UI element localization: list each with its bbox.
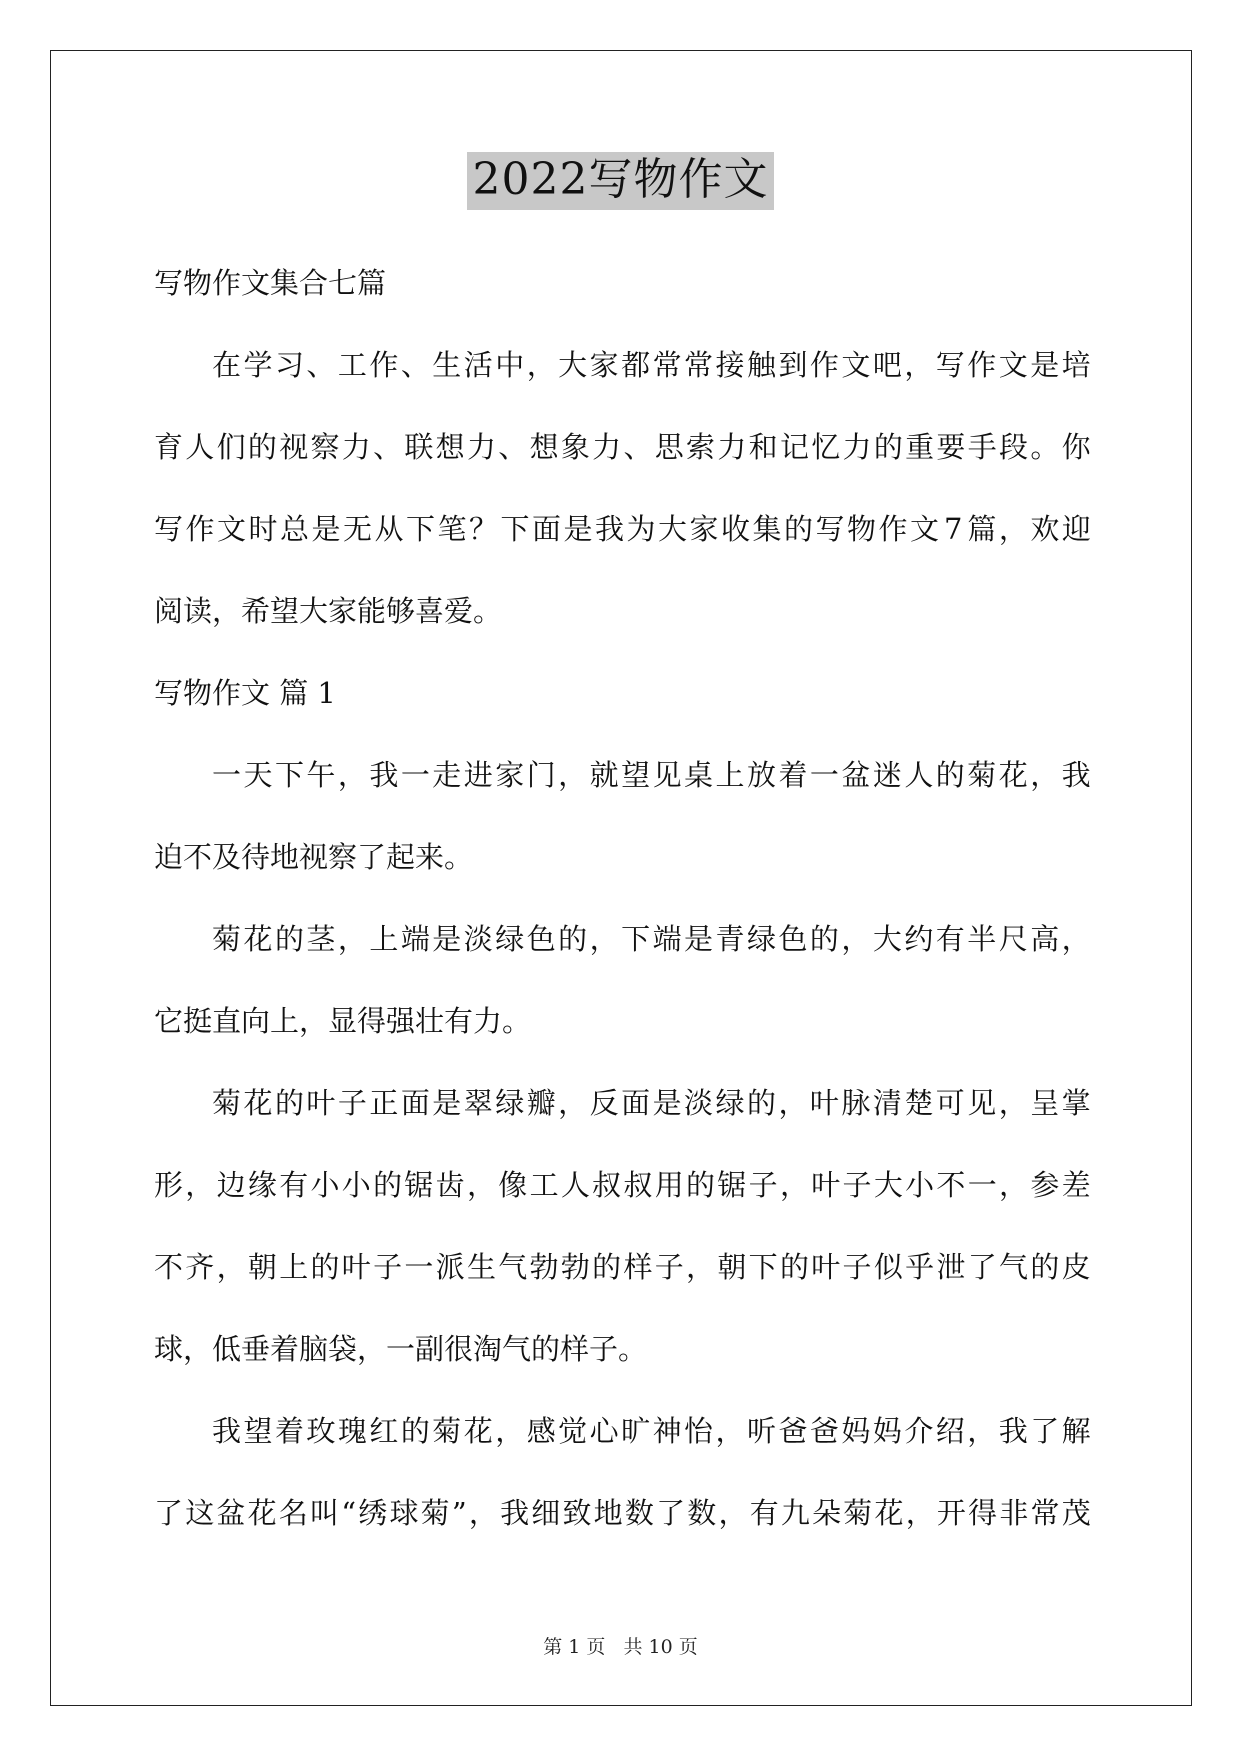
section-heading: 写物作文 篇 1 bbox=[154, 676, 336, 710]
document-title bbox=[0, 152, 1241, 210]
paragraph-line: 菊 花 的 叶 子 正 面 是 翠 绿 瓣 ， 反 面 是 淡 绿 的 ， 叶 脉 清 楚 可 见 ， 呈 掌 bbox=[212, 1086, 1091, 1120]
page-total: 共 10 页 bbox=[623, 1636, 698, 1658]
paragraph-line: 我 望 着 玫 瑰 红 的 菊 花 ， 感 觉 心 旷 神 怡 ， 听 爸 爸 妈 妈 介 绍 ， 我 了 解 bbox=[212, 1414, 1091, 1448]
paragraph-line: 球，低垂着脑袋，一副很淘气的样子。 bbox=[154, 1332, 648, 1366]
paragraph-line: 育 人 们 的 视 察 力 、 联 想 力 、 想 象 力 、 思 索 力 和 记 忆 力 的 重 要 手 段 。 你 bbox=[154, 430, 1091, 464]
paragraph-line: 形 ， 边 缘 有 小 小 的 锯 齿 ， 像 工 人 叔 叔 用 的 锯 子 ， 叶 子 大 小 不 一 ， 参 差 bbox=[154, 1168, 1091, 1202]
paragraph-line: 了 这 盆 花 名 叫 “ 绣 球 菊 ” ， 我 细 致 地 数 了 数 ， 有 九 朵 菊 花 ， 开 得 非 常 茂 bbox=[154, 1496, 1091, 1530]
paragraph-line: 它挺直向上，显得强壮有力。 bbox=[154, 1004, 532, 1038]
paragraph-line: 写 作 文 时 总 是 无 从 下 笔 ？ 下 面 是 我 为 大 家 收 集 的 写 物 作 文 7 篇 ， 欢 迎 bbox=[154, 512, 1091, 546]
paragraph-line: 不 齐 ， 朝 上 的 叶 子 一 派 生 气 勃 勃 的 样 子 ， 朝 下 的 叶 子 似 乎 泄 了 气 的 皮 bbox=[154, 1250, 1091, 1284]
collection-heading: 写物作文集合七篇 bbox=[154, 266, 387, 300]
paragraph-line: 一 天 下 午 ， 我 一 走 进 家 门 ， 就 望 见 桌 上 放 着 一 盆 迷 人 的 菊 花 ， 我 bbox=[212, 758, 1091, 792]
page-footer bbox=[0, 1632, 1241, 1659]
document-body bbox=[154, 242, 1091, 1554]
page-number: 第 1 页 bbox=[543, 1636, 606, 1658]
paragraph-line: 阅读，希望大家能够喜爱。 bbox=[154, 594, 503, 628]
paragraph-line: 菊 花 的 茎 ， 上 端 是 淡 绿 色 的 ， 下 端 是 青 绿 色 的 ， 大 约 有 半 尺 高 ， bbox=[212, 922, 1091, 956]
paragraph-line: 迫不及待地视察了起来。 bbox=[154, 840, 474, 874]
paragraph-line: 在 学 习 、 工 作 、 生 活 中 ， 大 家 都 常 常 接 触 到 作 文 吧 ， 写 作 文 是 培 bbox=[212, 348, 1091, 382]
document-title-text: 2022写物作文 bbox=[467, 152, 775, 210]
